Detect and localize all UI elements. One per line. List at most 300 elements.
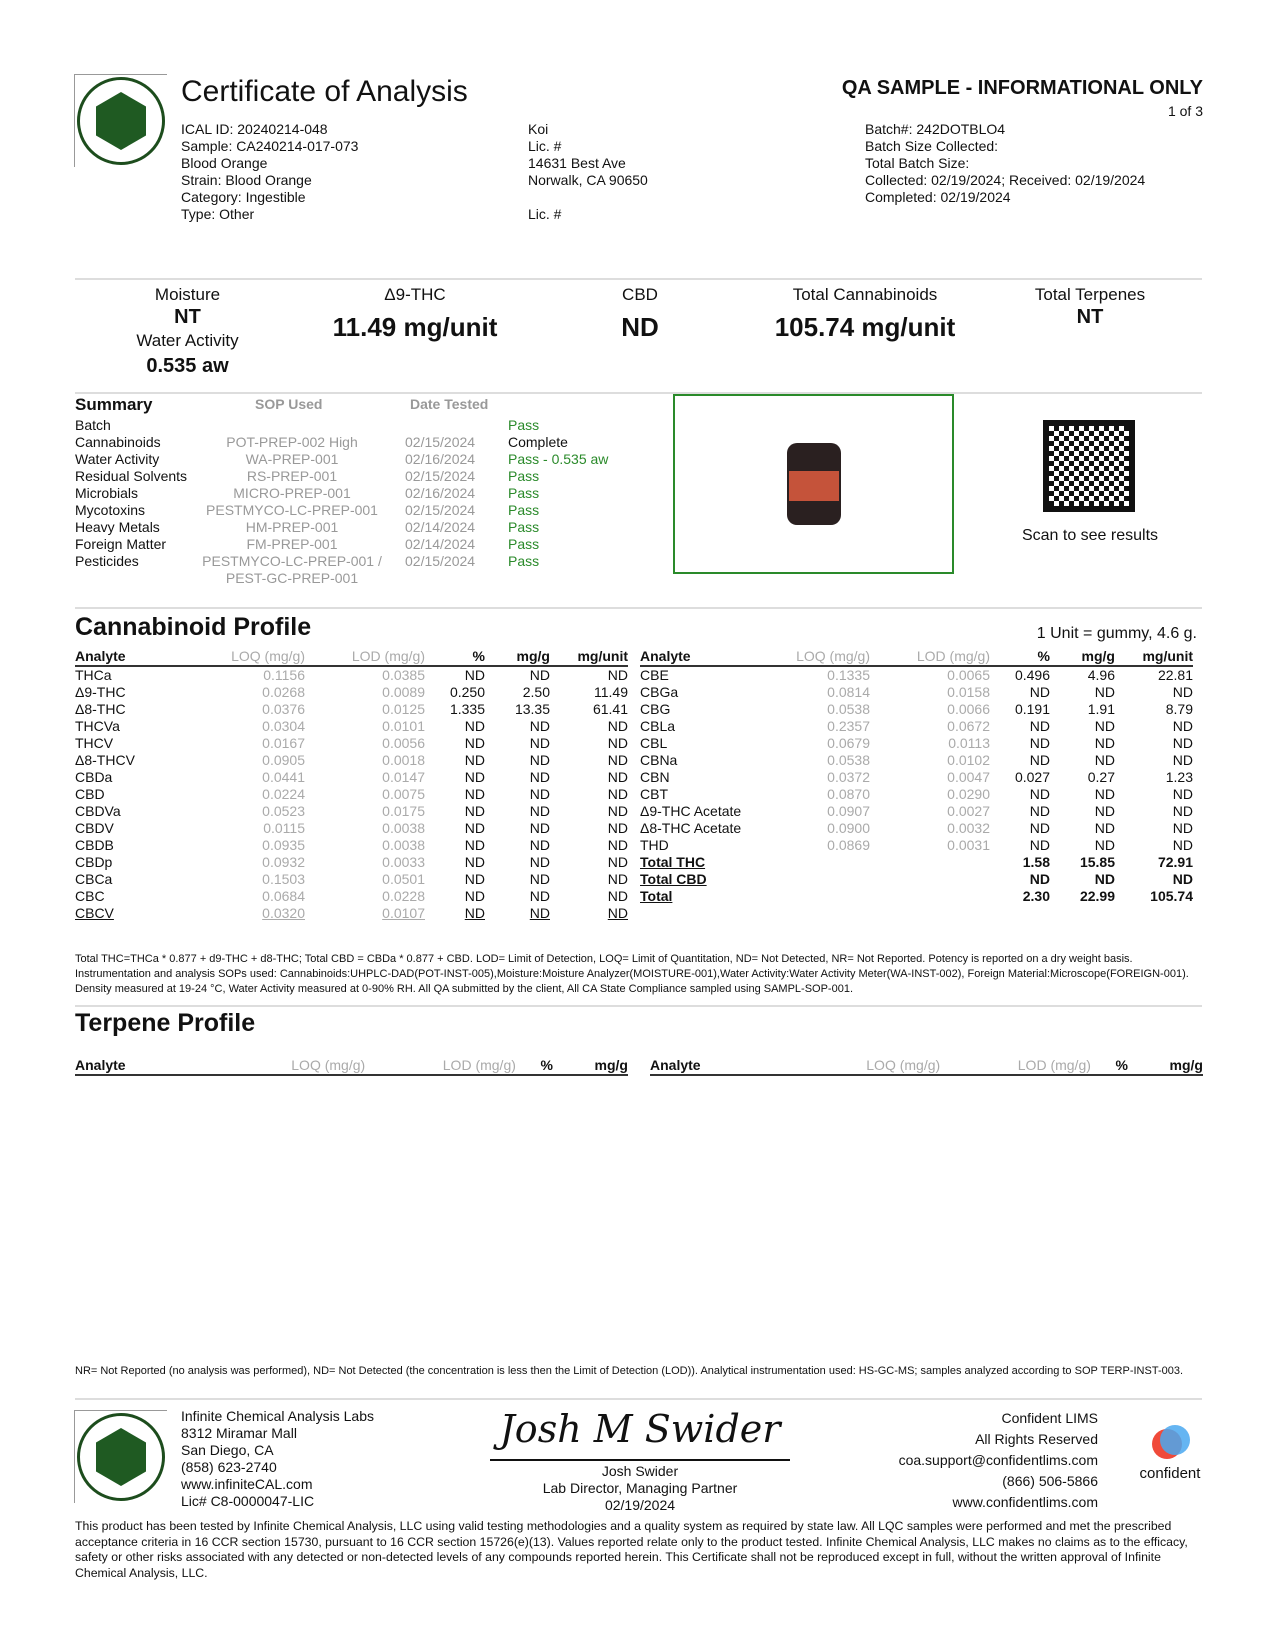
mg-per-g-cell: ND <box>529 854 550 870</box>
column-header: LOQ (mg/g) <box>259 1057 365 1075</box>
mg-per-unit-cell: ND <box>1172 735 1193 751</box>
analyte-cell: CBDB <box>75 837 114 853</box>
percent-cell: ND <box>1029 684 1050 700</box>
table-row <box>75 888 628 905</box>
mg-per-g-cell: 1.91 <box>1087 701 1115 717</box>
kpi-moisture <box>100 284 275 379</box>
loq-cell: 0.0900 <box>827 820 870 836</box>
analyte-cell: CBDa <box>75 769 113 785</box>
mg-per-g-cell: ND <box>529 803 550 819</box>
mg-per-unit-cell: 11.49 <box>594 684 628 700</box>
lims-phone: (866) 506-5866 <box>1002 1473 1098 1489</box>
analyte-cell: THCVa <box>75 718 120 734</box>
mg-per-unit-cell: ND <box>1172 871 1193 887</box>
mg-per-unit-cell: ND <box>1172 786 1193 802</box>
percent-cell: 0.496 <box>1014 667 1050 683</box>
loq-cell: 0.0907 <box>827 803 870 819</box>
column-header: LOQ (mg/g) <box>205 648 305 666</box>
qr-code[interactable] <box>1043 420 1135 512</box>
percent-cell: 1.58 <box>1022 854 1050 870</box>
lab-info <box>181 1408 374 1510</box>
analyte-cell: Δ9-THC Acetate <box>640 803 742 819</box>
loq-cell <box>770 871 870 888</box>
client-license: Lic. # <box>528 138 562 154</box>
percent-cell: ND <box>464 752 485 768</box>
summary-result: Pass <box>508 417 540 433</box>
percent-cell: ND <box>1029 786 1050 802</box>
cannabinoid-table-left <box>75 648 628 922</box>
percent-cell: 0.027 <box>1014 769 1050 785</box>
unit-note: 1 Unit = gummy, 4.6 g. <box>1036 625 1197 642</box>
analyte-cell: CBD <box>75 786 105 802</box>
total-cannabinoids-label: Total Cannabinoids <box>792 285 938 304</box>
mg-per-g-cell: ND <box>1094 752 1115 768</box>
percent-cell: 0.191 <box>1014 701 1050 717</box>
mg-per-unit-cell: ND <box>607 837 628 853</box>
column-header: LOD (mg/g) <box>305 648 425 666</box>
loq-cell: 0.0224 <box>262 786 305 802</box>
summary-sop: POT-PREP-002 High <box>226 434 358 450</box>
completed: Completed: 02/19/2024 <box>865 189 1011 205</box>
analyte-cell: CBT <box>640 786 668 802</box>
loq-cell: 0.0905 <box>262 752 305 768</box>
summary-date: 02/15/2024 <box>405 502 476 518</box>
summary-result: Pass <box>508 519 540 535</box>
lod-cell: 0.0158 <box>947 684 990 700</box>
loq-cell: 0.1335 <box>827 667 870 683</box>
lod-cell: 0.0113 <box>948 735 990 751</box>
client-name: Koi <box>528 121 549 137</box>
lod-cell: 0.0125 <box>382 701 425 717</box>
table-row <box>75 735 628 752</box>
confident-logo-text: confident <box>1139 1465 1201 1482</box>
percent-cell: ND <box>1029 871 1050 887</box>
loq-cell: 0.0115 <box>263 820 305 836</box>
summary-row <box>75 570 665 587</box>
lab-address: 8312 Miramar Mall <box>181 1425 297 1441</box>
category: Category: Ingestible <box>181 189 306 205</box>
lod-cell: 0.0065 <box>947 667 990 683</box>
summary-date: 02/15/2024 <box>405 468 476 484</box>
cannabinoid-title: Cannabinoid Profile <box>75 613 312 641</box>
sign-date: 02/19/2024 <box>604 1497 676 1513</box>
column-header: mg/g <box>553 1057 628 1075</box>
page-number: 1 of 3 <box>1167 103 1203 119</box>
total-terpenes-label: Total Terpenes <box>1034 285 1146 304</box>
qa-label: QA SAMPLE - INFORMATIONAL ONLY <box>841 77 1203 99</box>
lod-cell: 0.0038 <box>382 820 425 836</box>
lod-cell: 0.0290 <box>947 786 990 802</box>
loq-cell: 0.1503 <box>262 871 305 887</box>
summary-date: 02/16/2024 <box>405 451 476 467</box>
loq-cell: 0.0679 <box>827 735 870 751</box>
analyte-cell: CBDV <box>75 820 114 836</box>
table-row <box>640 718 1193 735</box>
mg-per-g-cell: ND <box>529 871 550 887</box>
loq-cell: 0.0304 <box>262 718 305 734</box>
analyte-cell: CBCV <box>75 905 114 921</box>
summary-date: 02/14/2024 <box>405 519 476 535</box>
mg-per-unit-cell: ND <box>607 786 628 802</box>
column-header: Analyte <box>640 648 770 666</box>
thc-value: 11.49 mg/unit <box>332 312 498 342</box>
confident-logo <box>1125 1425 1215 1483</box>
lims-info <box>899 1408 1098 1513</box>
lims-name: Confident LIMS <box>1001 1410 1098 1426</box>
date-header: Date Tested <box>410 396 489 412</box>
loq-cell: 0.0320 <box>262 905 305 921</box>
column-header: % <box>425 648 485 666</box>
percent-cell: ND <box>464 667 485 683</box>
divider <box>75 1398 1202 1400</box>
summary-date: 02/15/2024 <box>405 434 476 450</box>
mg-per-unit-cell: ND <box>1172 820 1193 836</box>
mg-per-unit-cell: ND <box>607 735 628 751</box>
sop-header: SOP Used <box>255 396 323 412</box>
mg-per-g-cell: ND <box>529 667 550 683</box>
column-header: LOQ (mg/g) <box>770 648 870 666</box>
total-row <box>640 888 1193 905</box>
percent-cell: ND <box>1029 820 1050 836</box>
mg-per-g-cell: ND <box>529 888 550 904</box>
summary-result: Pass <box>508 468 540 484</box>
column-header: mg/unit <box>1115 648 1193 666</box>
summary-result: Pass <box>508 485 540 501</box>
summary-name: Heavy Metals <box>75 519 160 535</box>
percent-cell: ND <box>1029 837 1050 853</box>
summary-result: Complete <box>508 434 568 450</box>
analyte-cell: CBGa <box>640 684 679 700</box>
analyte-cell: CBE <box>640 667 669 683</box>
analyte-cell: Δ8-THC Acetate <box>640 820 742 836</box>
percent-cell: 0.250 <box>449 684 485 700</box>
mg-per-g-cell: 15.85 <box>1079 854 1115 870</box>
mg-per-g-cell: ND <box>1094 684 1115 700</box>
kpi-cbd <box>560 284 720 343</box>
summary-row <box>75 536 665 553</box>
divider <box>75 607 1202 609</box>
lod-cell: 0.0672 <box>947 718 990 734</box>
analyte-cell: Δ8-THC <box>75 701 126 717</box>
signer-name: Josh Swider <box>601 1463 679 1479</box>
mg-per-unit-cell: ND <box>607 905 628 921</box>
lod-cell: 0.0101 <box>382 718 425 734</box>
product-image <box>673 394 954 574</box>
client-info <box>528 121 648 223</box>
divider <box>75 1005 1202 1007</box>
loq-cell <box>770 854 870 871</box>
summary-sop: WA-PREP-001 <box>245 451 339 467</box>
percent-cell: ND <box>464 905 485 921</box>
kpi-total-terpenes <box>1010 284 1170 330</box>
mg-per-unit-cell: ND <box>1172 718 1193 734</box>
column-header: Analyte <box>650 1057 834 1075</box>
lod-cell: 0.0102 <box>947 752 990 768</box>
lod-cell: 0.0075 <box>382 786 425 802</box>
table-row <box>75 803 628 820</box>
strain: Strain: Blood Orange <box>181 172 312 188</box>
summary-sop: PESTMYCO-LC-PREP-001 / <box>202 553 382 569</box>
lod-cell: 0.0066 <box>947 701 990 717</box>
cbd-label: CBD <box>622 285 658 304</box>
analyte-cell: Total CBD <box>640 871 707 887</box>
client-city: Norwalk, CA 90650 <box>528 172 648 188</box>
percent-cell: ND <box>464 820 485 836</box>
loq-cell: 0.0376 <box>262 701 305 717</box>
table-row <box>75 769 628 786</box>
mg-per-unit-cell: ND <box>607 769 628 785</box>
lod-cell: 0.0047 <box>947 769 990 785</box>
lab-phone: (858) 623-2740 <box>181 1459 277 1475</box>
mg-per-unit-cell: ND <box>607 871 628 887</box>
mg-per-g-cell: ND <box>1094 803 1115 819</box>
table-row <box>75 854 628 871</box>
mg-per-g-cell: 4.96 <box>1087 667 1115 683</box>
table-row <box>640 684 1193 701</box>
mg-per-unit-cell: ND <box>607 820 628 836</box>
mg-per-g-cell: ND <box>1094 837 1115 853</box>
mg-per-g-cell: ND <box>1094 871 1115 887</box>
column-header: LOQ (mg/g) <box>834 1057 940 1075</box>
mg-per-unit-cell: ND <box>607 667 628 683</box>
table-row <box>640 735 1193 752</box>
mg-per-unit-cell: 1.23 <box>1165 769 1193 785</box>
table-row <box>640 786 1193 803</box>
mg-per-unit-cell: ND <box>1172 752 1193 768</box>
summary-date: 02/16/2024 <box>405 485 476 501</box>
mg-per-unit-cell: ND <box>607 718 628 734</box>
lab-website[interactable]: www.infiniteCAL.com <box>181 1476 313 1492</box>
mg-per-g-cell: ND <box>529 718 550 734</box>
table-row <box>75 718 628 735</box>
table-row <box>75 666 628 684</box>
summary-name: Residual Solvents <box>75 468 188 484</box>
percent-cell: ND <box>464 871 485 887</box>
summary-row <box>75 417 665 434</box>
analyte-cell: Δ8-THCV <box>75 752 135 768</box>
summary-name: Mycotoxins <box>75 502 146 518</box>
summary-result: Pass - 0.535 aw <box>508 451 609 467</box>
lod-cell: 0.0033 <box>382 854 425 870</box>
analyte-cell: THD <box>640 837 669 853</box>
summary-sop: RS-PREP-001 <box>246 468 338 484</box>
analyte-cell: THCV <box>75 735 114 751</box>
table-row <box>75 905 628 922</box>
lab-logo <box>74 74 167 167</box>
summary-name: Cannabinoids <box>75 434 161 450</box>
table-row <box>75 752 628 769</box>
mg-per-g-cell: ND <box>529 786 550 802</box>
analyte-cell: CBL <box>640 735 668 751</box>
table-row <box>640 803 1193 820</box>
batch-size-collected: Batch Size Collected: <box>865 138 999 154</box>
divider <box>75 278 1202 280</box>
lod-cell: 0.0228 <box>382 888 425 904</box>
kpi-thc <box>300 284 530 343</box>
table-row <box>640 769 1193 786</box>
lod-cell: 0.0501 <box>382 871 425 887</box>
percent-cell: ND <box>1029 803 1050 819</box>
cannabinoid-footnote: Total THC=THCa * 0.877 + d9-THC + d8-THC; Total CBD = CBDa * 0.877 + CBD. LOD= Limit of Detection, LOQ= Limit of Quantitation, ND= Not Detected, NR= Not Reported. Potency is reported on a dry weight basis. Instrumentation and analysis SOPs used: Cannabinoids:UHPLC-DAD(POT-INST-005),Moisture:Moisture Analyzer(MOISTURE-001),Water Activity:Water Activity Meter(WA-INST-002), Foreign Material:Microscope(FOREIGN-001). Density measured at 19-24 °C, Water Activity measured at 0-90% RH. All QA submitted by the client, All CA State Compliance sampled using SAMPL-SOP-001. <box>75 953 1189 995</box>
percent-cell: ND <box>464 854 485 870</box>
terpene-table-right <box>650 1057 1203 1076</box>
lod-cell <box>870 888 990 905</box>
mg-per-g-cell: ND <box>529 905 550 921</box>
lod-cell: 0.0031 <box>947 837 990 853</box>
column-header: LOD (mg/g) <box>365 1057 516 1075</box>
loq-cell: 0.2357 <box>827 718 870 734</box>
percent-cell: ND <box>1029 718 1050 734</box>
lod-cell: 0.0385 <box>382 667 425 683</box>
column-header: mg/g <box>1050 648 1115 666</box>
mg-per-unit-cell: 61.41 <box>592 701 628 717</box>
mg-per-unit-cell: ND <box>1172 837 1193 853</box>
lims-rights: All Rights Reserved <box>975 1431 1098 1447</box>
total-terpenes-value: NT <box>1076 306 1104 328</box>
signature: Josh M Swider <box>490 1405 790 1461</box>
mg-per-unit-cell: ND <box>607 854 628 870</box>
moisture-label: Moisture <box>154 285 221 304</box>
mg-per-g-cell: 22.99 <box>1079 888 1115 904</box>
analyte-cell: CBLa <box>640 718 676 734</box>
summary-sop: MICRO-PREP-001 <box>233 485 351 501</box>
mg-per-g-cell: 0.27 <box>1087 769 1115 785</box>
loq-cell: 0.0538 <box>827 752 870 768</box>
mg-per-g-cell: ND <box>1094 718 1115 734</box>
percent-cell: ND <box>464 837 485 853</box>
lod-cell <box>870 871 990 888</box>
summary-name: Foreign Matter <box>75 536 167 552</box>
signer-title: Lab Director, Managing Partner <box>542 1480 738 1496</box>
analyte-cell: Total <box>640 888 673 904</box>
loq-cell: 0.0372 <box>827 769 870 785</box>
analyte-cell: Total THC <box>640 854 706 870</box>
summary-row <box>75 434 665 451</box>
summary-date: 02/15/2024 <box>405 553 476 569</box>
mg-per-unit-cell: 72.91 <box>1157 854 1193 870</box>
analyte-cell: CBG <box>640 701 671 717</box>
summary-sop: HM-PREP-001 <box>245 519 339 535</box>
table-row <box>640 752 1193 769</box>
cannabinoid-table-right <box>640 648 1193 905</box>
lims-email[interactable]: coa.support@confidentlims.com <box>898 1452 1098 1468</box>
batch-number: Batch#: 242DOTBLO4 <box>865 121 1006 137</box>
cbd-value: ND <box>621 312 659 342</box>
disclaimer: This product has been tested by Infinite Chemical Analysis, LLC using valid testing methodologies and a quality system as required by state law. All LQC samples were performed and met the prescribed acceptance criteria in 16 CCR section 15730, pursuant to 16 CCR section 15726(e)(13). Values reported relate only to the product tested. Infinite Chemical Analysis, LLC makes no claims as to the efficacy, safety or other risks associated with any detected or non-detected levels of any compounds reported herein. This Certificate shall not be reproduced except in full, without the written approval of Infinite Chemical Analysis, LLC. <box>75 1519 1188 1580</box>
water-activity-value: 0.535 aw <box>146 355 229 377</box>
water-activity-label: Water Activity <box>136 331 239 350</box>
product-jar <box>787 443 841 525</box>
mg-per-unit-cell: ND <box>607 803 628 819</box>
total-row <box>640 854 1193 871</box>
percent-cell: ND <box>464 735 485 751</box>
percent-cell: ND <box>1029 752 1050 768</box>
loq-cell: 0.0935 <box>262 837 305 853</box>
product-name: Blood Orange <box>181 155 268 171</box>
mg-per-g-cell: ND <box>529 735 550 751</box>
total-batch-size: Total Batch Size: <box>865 155 970 171</box>
table-row <box>75 684 628 701</box>
table-row <box>75 837 628 854</box>
page-title: Certificate of Analysis <box>181 75 468 108</box>
sample-info <box>181 121 358 223</box>
thc-label: Δ9-THC <box>384 285 446 304</box>
column-header: mg/g <box>485 648 550 666</box>
terpene-footnote: NR= Not Reported (no analysis was performed), ND= Not Detected (the concentration is less then the Limit of Detection (LOD)). Analytical instrumentation used: HS-GC-MS; samples analyzed according to SOP TERP-INST-003. <box>75 1365 1184 1377</box>
percent-cell: ND <box>464 786 485 802</box>
mg-per-g-cell: ND <box>529 752 550 768</box>
table-row <box>640 820 1193 837</box>
lod-cell: 0.0056 <box>382 735 425 751</box>
table-row <box>75 820 628 837</box>
summary-result: Pass <box>508 502 540 518</box>
loq-cell: 0.0869 <box>827 837 870 853</box>
column-header: mg/unit <box>550 648 628 666</box>
lod-cell: 0.0027 <box>947 803 990 819</box>
percent-cell: ND <box>1029 735 1050 751</box>
mg-per-unit-cell: ND <box>1172 684 1193 700</box>
mg-per-unit-cell: 8.79 <box>1165 701 1193 717</box>
moisture-value: NT <box>174 306 201 328</box>
mg-per-g-cell: 13.35 <box>514 701 550 717</box>
lod-cell: 0.0038 <box>382 837 425 853</box>
mg-per-g-cell: ND <box>1094 786 1115 802</box>
summary-row <box>75 519 665 536</box>
client-address: 14631 Best Ave <box>528 155 626 171</box>
total-row <box>640 871 1193 888</box>
percent-cell: ND <box>464 888 485 904</box>
batch-info <box>865 121 1145 206</box>
mg-per-unit-cell: 22.81 <box>1157 667 1193 683</box>
column-header: mg/g <box>1128 1057 1203 1075</box>
table-row <box>640 701 1193 718</box>
analyte-cell: Δ9-THC <box>75 684 126 700</box>
type: Type: Other <box>181 206 255 222</box>
loq-cell: 0.0814 <box>827 684 870 700</box>
mg-per-unit-cell: ND <box>1172 803 1193 819</box>
terpene-title: Terpene Profile <box>75 1009 256 1037</box>
summary-sop: FM-PREP-001 <box>246 536 338 552</box>
loq-cell: 0.0932 <box>262 854 305 870</box>
mg-per-g-cell: ND <box>1094 820 1115 836</box>
summary-section <box>75 394 665 587</box>
loq-cell: 0.1156 <box>263 667 305 683</box>
summary-name: Batch <box>75 417 111 433</box>
qr-caption: Scan to see results <box>1021 527 1159 544</box>
table-row <box>75 786 628 803</box>
lims-website[interactable]: www.confidentlims.com <box>952 1494 1098 1510</box>
lod-cell: 0.0089 <box>382 684 425 700</box>
kpi-total-cannabinoids <box>745 284 985 343</box>
mg-per-g-cell: ND <box>529 769 550 785</box>
percent-cell: ND <box>464 803 485 819</box>
loq-cell: 0.0441 <box>262 769 305 785</box>
table-row <box>640 837 1193 854</box>
mg-per-g-cell: ND <box>529 820 550 836</box>
mg-per-g-cell: ND <box>529 837 550 853</box>
summary-sop: PESTMYCO-LC-PREP-001 <box>206 502 378 518</box>
mg-per-unit-cell: ND <box>607 752 628 768</box>
percent-cell: 2.30 <box>1022 888 1050 904</box>
column-header: % <box>990 648 1050 666</box>
analyte-cell: CBNa <box>640 752 678 768</box>
lod-cell: 0.0032 <box>947 820 990 836</box>
summary-row <box>75 451 665 468</box>
summary-row <box>75 502 665 519</box>
summary-name: Pesticides <box>75 553 139 569</box>
summary-row <box>75 553 665 570</box>
column-header: % <box>516 1057 553 1075</box>
